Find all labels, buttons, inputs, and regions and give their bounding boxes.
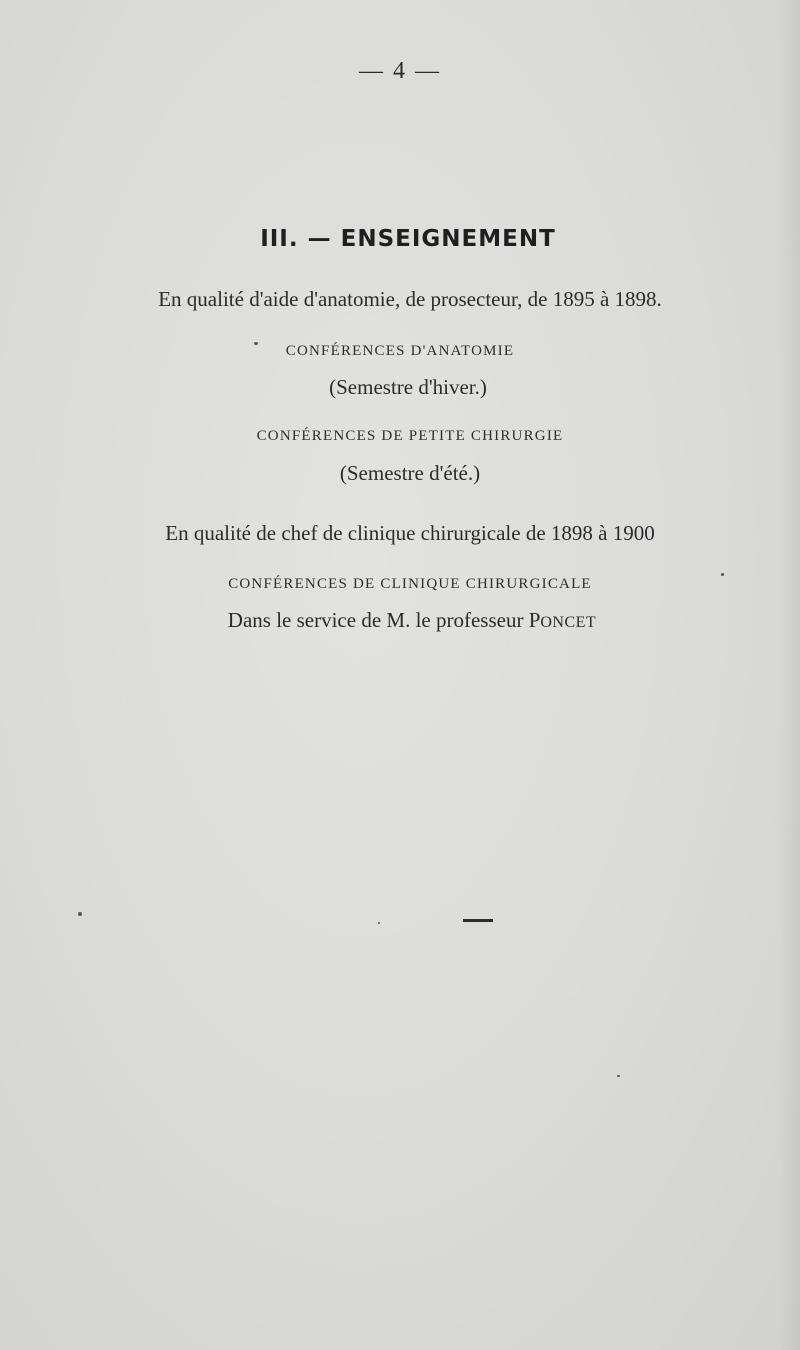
professor-name-rest: ONCET [540,614,597,631]
paper-speck [378,922,380,924]
page-number: — 4 — [359,58,441,84]
paper-speck [721,573,724,576]
section-heading: III. — ENSEIGNEMENT [260,226,556,252]
conference-anatomy-note: (Semestre d'hiver.) [329,375,487,399]
professor-name-initial: P [528,608,541,632]
end-dash [463,919,493,922]
service-line [12,608,800,633]
paper-speck [78,912,82,916]
conference-clinic-title: CONFÉRENCES DE CLINIQUE CHIRURGICALE [228,576,592,592]
conference-surgery-title: CONFÉRENCES DE PETITE CHIRURGIE [256,428,564,444]
teaching-paragraph-anatomy: En qualité d'aide d'anatomie, de prosecteur, de 1895 à 1898. [158,287,662,311]
paper-speck [254,342,258,345]
conference-anatomy-title: CONFÉRENCES D'ANATOMIE [285,343,515,359]
teaching-paragraph-clinic: En qualité de chef de clinique chirurgicale de 1898 à 1900 [165,521,655,545]
paper-speck [617,1075,620,1077]
conference-surgery-note: (Semestre d'été.) [339,461,481,485]
service-prefix: Dans le service de M. le professeur [227,608,529,632]
page-edge-shadow [778,0,800,1350]
